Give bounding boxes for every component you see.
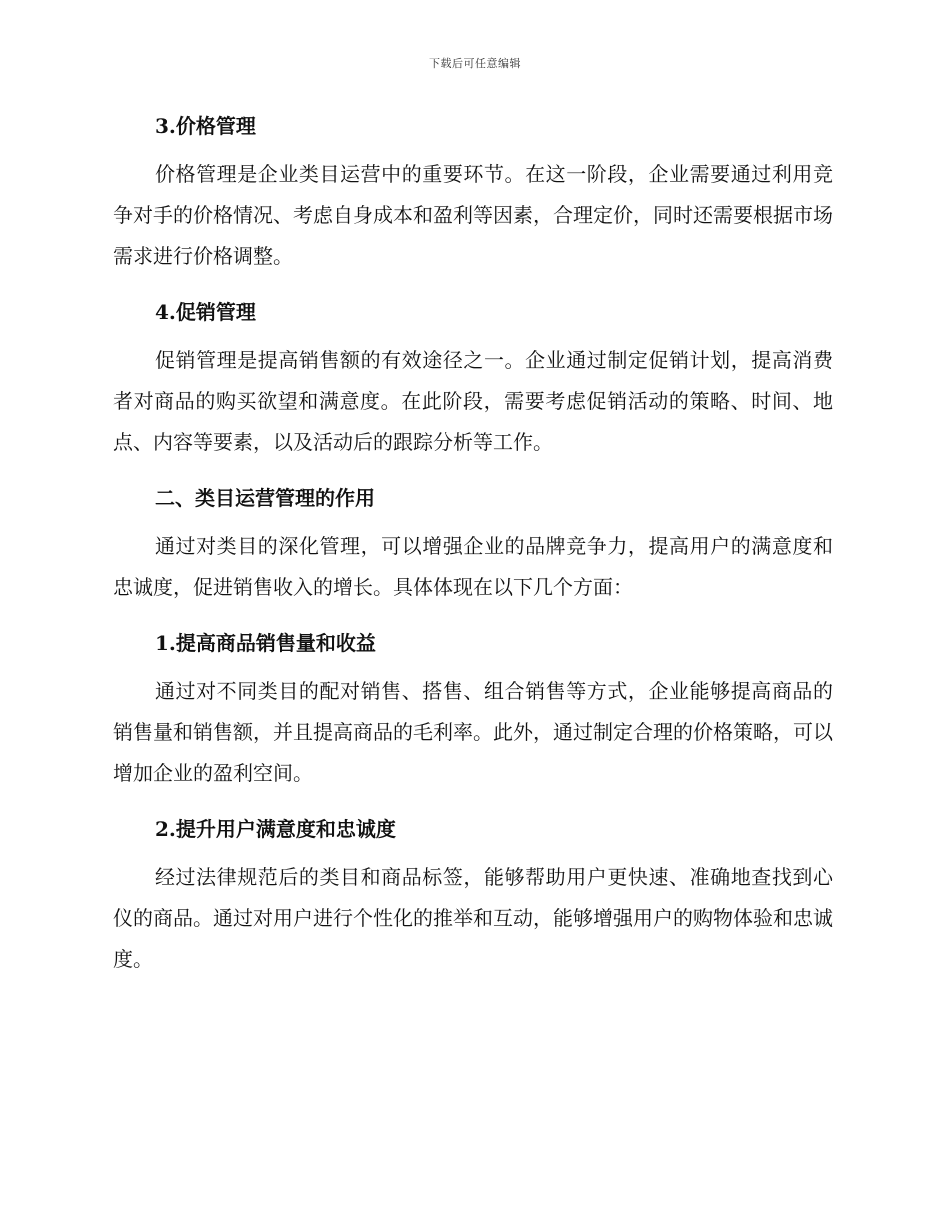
paragraph-role-of-category-operations: 通过对类目的深化管理，可以增强企业的品牌竞争力，提高用户的满意度和忠诚度，促进销售收入的增长。具体体现在以下几个方面：: [113, 534, 833, 599]
paragraph-promotion-management: 促销管理是提高销售额的有效途径之一。企业通过制定促销计划，提高消费者对商品的购买欲望和满意度。在此阶段，需要考虑促销活动的策略、时间、地点、内容等要素，以及活动后的跟踪分析等工作。: [113, 348, 833, 454]
page-header: 下载后可任意编辑: [429, 57, 521, 70]
section-heading-role-of-category-operations: 二、类目运营管理的作用: [155, 486, 375, 510]
paragraph-price-management: 价格管理是企业类目运营中的重要环节。在这一阶段，企业需要通过利用竞争对手的价格情况、考虑自身成本和盈利等因素，合理定价，同时还需要根据市场需求进行价格调整。: [113, 162, 833, 268]
document-body: [113, 106, 833, 995]
section-heading-user-satisfaction: 2.提升用户满意度和忠诚度: [155, 817, 396, 841]
paragraph-user-satisfaction: 经过法律规范后的类目和商品标签，能够帮助用户更快速、准确地查找到心仪的商品。通过对用户进行个性化的推举和互动，能够增强用户的购物体验和忠诚度。: [113, 865, 833, 971]
section-heading-price-management: 3.价格管理: [155, 114, 256, 138]
section-heading-promotion-management: 4.促销管理: [155, 300, 256, 324]
paragraph-increase-sales: 通过对不同类目的配对销售、搭售、组合销售等方式，企业能够提高商品的销售量和销售额，并且提高商品的毛利率。此外，通过制定合理的价格策略，可以增加企业的盈利空间。: [113, 679, 833, 785]
section-heading-increase-sales: 1.提高商品销售量和收益: [155, 631, 376, 655]
